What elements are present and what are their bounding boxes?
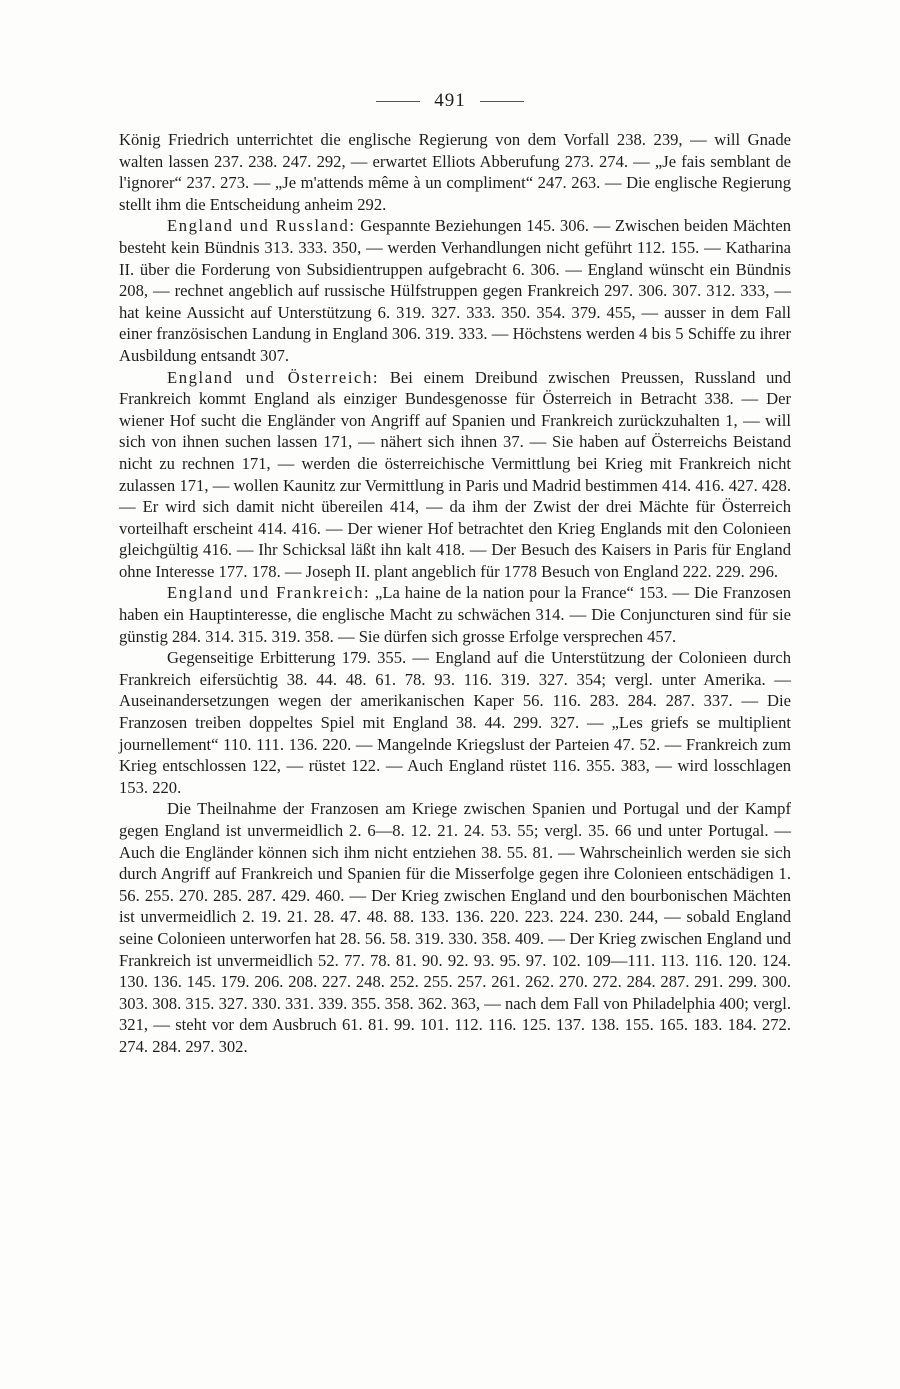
section-heading: England und Frankreich: <box>167 583 371 603</box>
paragraph-text: Bei einem Dreibund zwischen Preussen, Russland und Frankreich kommt England als einziger Bundesgenosse für Österreich in Betracht 338. — Der wiener Hof sucht die Engländer von Angriff auf Spanien und Frankreich zurückzuhalten 1, — will sich von ihnen suchen lassen 171, — nähert sich ihnen 37. — Sie haben auf Österreichs Beistand nicht zu rechnen 171, — werden die österreichische Vermittlung bei Krieg mit Frankreich nicht zulassen 171, — wollen Kaunitz zur Vermittlung in Paris und Madrid bestimmen 414. 416. 427. 428. — Er wird sich damit nicht übereilen 414, — da ihm der Zwist der drei Mächte für Österreich vorteilhaft erscheint 414. 416. — Der wiener Hof betrachtet den Krieg Englands mit den Colonieen gleichgültig 416. — Ihr Schicksal läßt ihn kalt 418. — Der Besuch des Kaisers in Paris für England ohne Interesse 177. 178. — Joseph II. plant angeblich für 1778 Besuch von England 222. 229. 296. <box>119 367 791 581</box>
paragraph-text: König Friedrich unterrichtet die englische Regierung von dem Vorfall 238. 239, — will Gnade walten lassen 237. 238. 247. 292, — erwartet Elliots Abberufung 273. 274. — „Je fais semblant de l'ignorer“ 237. 273. — „Je m'attends même à un compliment“ 247. 263. — Die englische Regierung stellt ihm die Entscheidung anheim 292. <box>119 130 791 214</box>
paragraph-england-frankreich <box>119 582 791 647</box>
paragraph-text: Gespannte Beziehungen 145. 306. — Zwischen beiden Mächten besteht kein Bündnis 313. 333. 350, — werden Verhandlungen nicht geführt 112. 155. — Katharina II. über die Forderung von Subsidientruppen aufgebracht 6. 306. — England wünscht ein Bündnis 208, — rechnet angeblich auf russische Hülfstruppen gegen Frankreich 297. 306. 307. 312. 333, — hat keine Aussicht auf Unterstützung 6. 319. 327. 333. 350. 354. 379. 455, — ausser in dem Fall einer französischen Landung in England 306. 319. 333. — Höchstens werden 4 bis 5 Schiffe zu ihrer Ausbildung entsandt 307. <box>119 216 791 365</box>
paragraph-england-russland <box>119 215 791 366</box>
section-heading: England und Österreich: <box>167 367 380 387</box>
paragraph-theilnahme-der-franzosen <box>119 798 791 1057</box>
paragraph-text: Gegenseitige Erbitterung 179. 355. — England auf die Unterstützung der Colonieen durch Frankreich eifersüchtig 38. 44. 48. 61. 78. 93. 116. 319. 327. 354; vergl. unter Amerika. — Auseinandersetzungen wegen der amerikanischen Kaper 56. 116. 283. 284. 287. 337. — Die Franzosen treiben doppeltes Spiel mit England 38. 44. 299. 327. — „Les griefs se multiplient journellement“ 110. 111. 136. 220. — Mangelnde Kriegslust der Parteien 47. 52. — Frankreich zum Krieg entschlossen 122, — rüstet 122. — Auch England rüstet 116. 355. 383, — wird losschlagen 153. 220. <box>119 648 791 797</box>
paragraph-text: „La haine de la nation pour la France“ 153. — Die Franzosen haben ein Hauptinteresse, die englische Macht zu schwächen 314. — Die Conjuncturen sind für sie günstig 284. 314. 315. 319. 358. — Sie dürfen sich grosse Erfolge versprechen 457. <box>119 583 792 646</box>
paragraph-text: Die Theilnahme der Franzosen am Kriege zwischen Spanien und Portugal und der Kampf gegen England ist unvermeidlich 2. 6—8. 12. 21. 24. 53. 55; vergl. 35. 66 und unter Portugal. — Auch die Engländer können sich ihm nicht entziehen 38. 55. 81. — Wahrscheinlich werden sie sich durch Angriff auf Frankreich und Spanien für die Misserfolge gegen ihre Colonieen entschädigen 1. 56. 255. 270. 285. 287. 429. 460. — Der Krieg zwischen England und den bourbonischen Mächten ist unvermeidlich 2. 19. 21. 28. 47. 48. 88. 133. 136. 220. 223. 224. 230. 244, — sobald England seine Colonieen unterworfen hat 28. 56. 58. 319. 330. 358. 409. — Der Krieg zwischen England und Frankreich ist unvermeidlich 52. 77. 78. 81. 90. 92. 93. 95. 97. 102. 109—111. 113. 116. 120. 124. 130. 136. 145. 179. 206. 208. 227. 248. 252. 255. 257. 261. 262. 270. 272. 284. 287. 291. 299. 300. 303. 308. 315. 327. 330. 331. 339. 355. 358. 362. 363, — nach dem Fall von Philadelphia 400; vergl. 321, — steht vor dem Ausbruch 61. 81. 99. 101. 112. 116. 125. 137. 138. 155. 165. 183. 184. 272. 274. 284. 297. 302. <box>119 799 791 1056</box>
paragraph-gegenseitige-erbitterung <box>119 647 791 798</box>
page-number: 491 <box>434 90 466 111</box>
index-text-body <box>119 129 791 1058</box>
page-header <box>0 86 900 116</box>
header-rule-right <box>480 101 524 102</box>
paragraph-koenig-friedrich <box>119 129 791 215</box>
header-rule-left <box>376 101 420 102</box>
section-heading: England und Russland: <box>167 216 356 236</box>
paragraph-england-oesterreich <box>119 367 791 583</box>
